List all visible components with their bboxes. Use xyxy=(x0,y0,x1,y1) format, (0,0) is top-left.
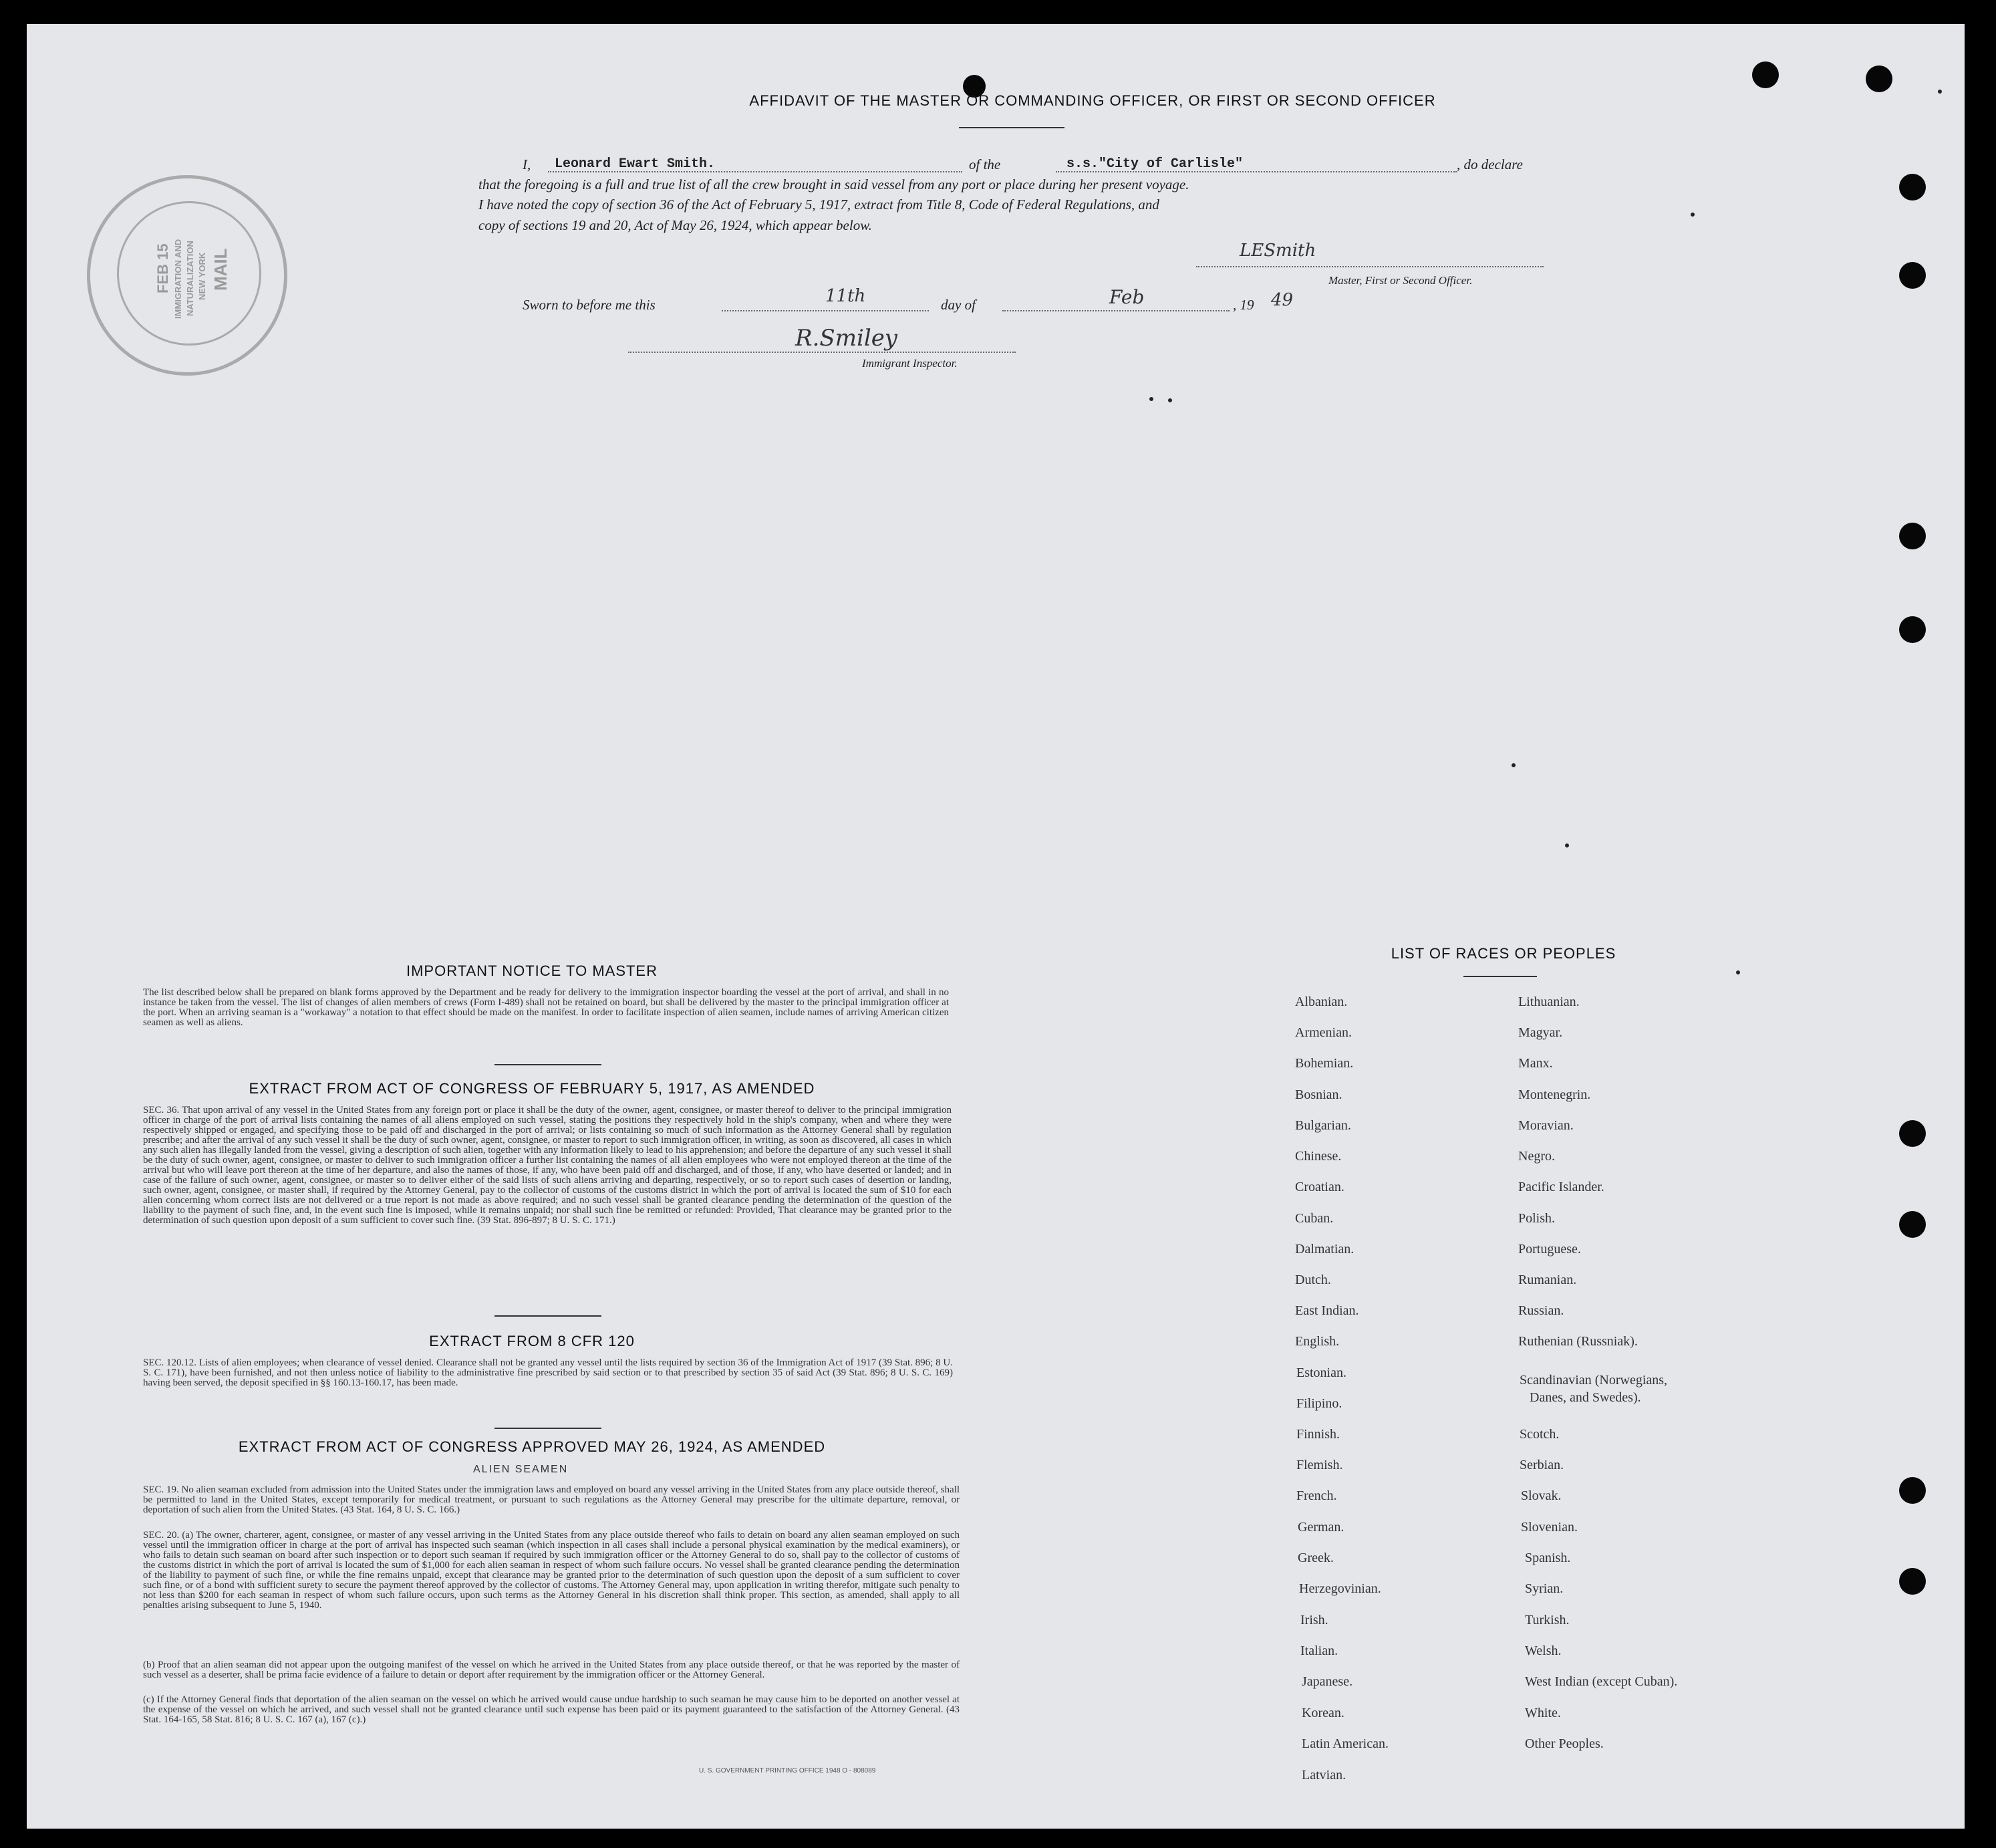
race-item: Bohemian. xyxy=(1295,1056,1354,1071)
extract-cfr-body: SEC. 120.12. Lists of alien employees; when clearance of vessel denied. Clearance shall not be granted any vessel until the lists required by section 36 of the Immigration Act of 1917 (39 Stat. 896; 8 U. S. C. 171), have been furnished, and not then unless notice of liability to the administrative fine prescribed by said section or to that prescribed by section 35 of said Act (39 Stat. 896; 8 U. S. C. 169) having been served, the deposit specified in §§ 160.13-160.17, has been made. xyxy=(143,1357,953,1388)
stamp-date: FEB 15 xyxy=(154,243,171,293)
affidavit-i-label: I, xyxy=(523,156,531,172)
punch-hole xyxy=(1899,616,1926,643)
race-item: English. xyxy=(1295,1334,1340,1349)
race-item: Greek. xyxy=(1298,1551,1334,1565)
race-item: Dutch. xyxy=(1295,1273,1331,1287)
race-item: Rumanian. xyxy=(1518,1273,1577,1287)
race-item: Flemish. xyxy=(1296,1458,1343,1472)
race-item: Manx. xyxy=(1518,1056,1553,1071)
race-item: Estonian. xyxy=(1296,1365,1346,1380)
master-signature: LESmith xyxy=(1240,241,1316,261)
race-item: Scandinavian (Norwegians, Danes, and Swedes). xyxy=(1520,1373,1668,1405)
affidavit-title: AFFIDAVIT OF THE MASTER OR COMMANDING OFFICER, OR FIRST OR SECOND OFFICER xyxy=(749,92,1436,109)
race-item: Bosnian. xyxy=(1295,1087,1342,1102)
extract-1924-title: EXTRACT FROM ACT OF CONGRESS APPROVED MAY 26, 1924, AS AMENDED xyxy=(238,1438,826,1455)
stamp-text: NEW YORK xyxy=(197,252,207,300)
race-item: Negro. xyxy=(1518,1149,1555,1164)
extract-1917-rule xyxy=(494,1315,601,1317)
race-item: Latin American. xyxy=(1302,1736,1389,1751)
race-item: Slovenian. xyxy=(1521,1520,1578,1535)
race-item: Cuban. xyxy=(1295,1211,1334,1226)
race-item: Croatian. xyxy=(1295,1180,1344,1194)
punch-hole xyxy=(1899,523,1926,549)
punch-hole xyxy=(1899,1120,1926,1147)
race-item: Dalmatian. xyxy=(1295,1242,1355,1257)
sworn-label: Sworn to before me this xyxy=(523,297,656,313)
race-item: Portuguese. xyxy=(1518,1242,1581,1257)
race-item: Montenegrin. xyxy=(1518,1087,1591,1102)
of-the-label: of the xyxy=(969,156,1001,172)
punch-hole xyxy=(1752,61,1779,88)
race-item: Spanish. xyxy=(1525,1551,1571,1565)
inspector-caption: Immigrant Inspector. xyxy=(862,357,958,370)
extract-cfr-title: EXTRACT FROM 8 CFR 120 xyxy=(429,1333,635,1349)
race-item: Pacific Islander. xyxy=(1518,1180,1604,1194)
year-prefix: , 19 xyxy=(1233,297,1254,313)
affidavit-line-3: I have noted the copy of section 36 of the Act of February 5, 1917, extract from Title 8, Code of Federal Regulations, and xyxy=(478,196,1159,213)
speck xyxy=(1736,970,1740,974)
race-item: White. xyxy=(1525,1706,1561,1720)
race-item: Turkish. xyxy=(1525,1613,1570,1627)
race-item: German. xyxy=(1298,1520,1344,1535)
punch-hole xyxy=(1899,174,1926,201)
extract-1917-title: EXTRACT FROM ACT OF CONGRESS OF FEBRUARY 5, 1917, AS AMENDED xyxy=(249,1080,815,1097)
race-item: Other Peoples. xyxy=(1525,1736,1604,1751)
name-dotted-line xyxy=(548,171,962,172)
sworn-month: Feb xyxy=(1109,286,1145,308)
races-title-underline xyxy=(1463,976,1537,977)
extract-1924-sec19: SEC. 19. No alien seaman excluded from admission into the United States under the immigration laws and employed on board any vessel arriving in the United States from any place outside thereof, shall be permitted to land in the United States, except temporarily for medical treatment, or pursuant to such regulations as the Attorney General may prescribe for the ultimate departure, removal, or deportation of such alien from the United States. (43 Stat. 164, 8 U. S. C. 166.) xyxy=(143,1484,960,1515)
extract-1924-sec20c: (c) If the Attorney General finds that deportation of the alien seaman on the vessel on which he arrived would cause undue hardship to such seaman he may cause him to be deported on another vessel at the expense of the vessel on which he arrived, and such vessel shall not be granted clearance until such expense has been paid or its payment guaranteed to the satisfaction of the Attorney General. (43 Stat. 164-165, 58 Stat. 816; 8 U. S. C. 167 (a), 167 (c).) xyxy=(143,1694,960,1725)
sworn-year: 49 xyxy=(1271,290,1294,310)
notice-rule xyxy=(494,1064,601,1065)
race-item: French. xyxy=(1296,1488,1337,1503)
sworn-day: 11th xyxy=(825,286,866,306)
race-item: Korean. xyxy=(1302,1706,1344,1720)
affidavit-line-4: copy of sections 19 and 20, Act of May 26, 1924, which appear below. xyxy=(478,217,872,233)
race-item: Moravian. xyxy=(1518,1118,1574,1133)
day-dotted-line xyxy=(722,310,929,311)
race-item: Serbian. xyxy=(1520,1458,1564,1472)
extract-1924-sec20b: (b) Proof that an alien seaman did not appear upon the outgoing manifest of the vessel on which he arrived in the United States from any place outside thereof, or that he was reported by the master of such vessel as a deserter, shall be prima facie evidence of a failure to detain or deport after requirement by the immigration officer or the Attorney General. xyxy=(143,1660,960,1680)
race-item: Polish. xyxy=(1518,1211,1556,1226)
title-underline xyxy=(959,127,1064,128)
extract-1924-sec20a: SEC. 20. (a) The owner, charterer, agent, consignee, or master of any vessel arriving in the United States from any place outside thereof who fails to detain on board any alien seaman employed on such vessel until the immigration officer in charge at the port of arrival has inspected such seaman (which inspection in all cases shall include a personal physical examination by the medical examiners), or who fails to detain such seaman on board after such inspection or to deport such seaman if required by such immigration officer or the Attorney General to do so, shall pay to the collector of customs of the customs district in which the port of arrival is located the sum of $1,000 for each alien seaman in respect of whom such failure occurs. No vessel shall be granted clearance pending the determination of the liability to payment of such fine, or while the fine remains unpaid, except that clearance may be granted prior to the determination of such question upon the deposit of a sum sufficient to cover such fine, or of a bond with sufficient surety to secure the payment thereof approved by the collector of customs. The Attorney General may, upon application in writing therefor, mitigate such penalty to not less than $200 for each seaman in respect of whom such failure occurs, upon such terms as the Attorney General in his discretion shall think proper. This section, as amended, shall apply to all penalties arising subsequent to June 5, 1940. xyxy=(143,1530,960,1611)
race-item: Herzegovinian. xyxy=(1299,1581,1381,1596)
races-title: LIST OF RACES OR PEOPLES xyxy=(1391,945,1616,962)
race-item: Syrian. xyxy=(1525,1581,1564,1596)
receipt-stamp xyxy=(87,175,287,376)
race-item: Italian. xyxy=(1300,1643,1338,1658)
stamp-mail: MAIL xyxy=(210,248,231,291)
race-item: West Indian (except Cuban). xyxy=(1525,1674,1678,1689)
stamp-text: NATURALIZATION xyxy=(185,241,195,316)
race-item: Chinese. xyxy=(1295,1149,1342,1164)
race-item: Armenian. xyxy=(1295,1025,1352,1040)
speck xyxy=(1149,397,1153,401)
race-item: Finnish. xyxy=(1296,1427,1340,1442)
race-item: Russian. xyxy=(1518,1303,1564,1318)
master-name: Leonard Ewart Smith. xyxy=(555,156,716,172)
printing-office-footer: U. S. GOVERNMENT PRINTING OFFICE 1948 O - 808089 xyxy=(699,1767,876,1774)
day-of-label: day of xyxy=(941,297,976,313)
inspector-signature-line xyxy=(628,352,1016,353)
race-item: Lithuanian. xyxy=(1518,995,1580,1009)
punch-hole xyxy=(1866,65,1892,92)
month-dotted-line xyxy=(1002,310,1230,311)
extract-cfr-rule xyxy=(494,1428,601,1429)
inspector-signature: R.Smiley xyxy=(795,325,898,352)
master-caption: Master, First or Second Officer. xyxy=(1328,274,1473,287)
stamp-text: IMMIGRATION AND xyxy=(173,239,183,319)
punch-hole xyxy=(1899,1477,1926,1504)
punch-hole xyxy=(1899,1568,1926,1595)
notice-title: IMPORTANT NOTICE TO MASTER xyxy=(406,962,658,979)
speck xyxy=(1512,763,1516,767)
race-item: Albanian. xyxy=(1295,995,1348,1009)
speck xyxy=(1565,843,1569,847)
race-item: East Indian. xyxy=(1295,1303,1359,1318)
race-item: Irish. xyxy=(1300,1613,1328,1627)
punch-hole xyxy=(1899,262,1926,289)
notice-body: The list described below shall be prepared on blank forms approved by the Department and be ready for delivery to the immigration inspector boarding the vessel at the port of arrival, and shall in no instance be taken from the vessel. The list of changes of alien members of crews (Form I-489) shall not be retained on board, but shall be delivered by the master to the principal immigration officer at the port. When an arriving seaman is a "workaway" a notation to that effect should be made on the manifest. In order to facilitate inspection of alien seamen, include names of arriving American citizen seamen as well as aliens. xyxy=(143,987,949,1028)
speck xyxy=(1691,213,1695,217)
race-item: Japanese. xyxy=(1302,1674,1353,1689)
extract-1917-body: SEC. 36. That upon arrival of any vessel in the United States from any foreign port or place it shall be the duty of the owner, agent, consignee, or master thereof to deliver to the principal immigration officer in charge of the port of arrival lists containing the names of all aliens employed on such vessel, stating the positions they respectively hold in the ship's company, when and where they were respectively shipped or engaged, and specifying those to be paid off and discharged in the port of arrival; or lists containing so much of such information as the Attorney General shall by regulation prescribe; and after the arrival of any such vessel it shall be the duty of such owner, agent, consignee, or master to report to such immigration officer, in writing, as soon as discovered, all cases in which any such alien has illegally landed from the vessel, giving a description of such alien, together with any information likely to lead to his apprehension; and before the departure of any such vessel it shall be the duty of such owner, agent, consignee, or master to deliver to such immigration officer a further list containing the names of all alien employees who were not employed thereon at the time of the arrival but who will leave port thereon at the time of her departure, and also the names of those, if any, who have been paid off and discharged, and of those, if any, who have deserted or landed; and in case of the failure of such owner, agent, consignee, or master so to deliver either of the said lists of such aliens arriving and departing, respectively, or so to report such cases of desertion or landing, such owner, agent, consignee, or master shall, if required by the Attorney General, pay to the collector of customs of the customs district in which the port of arrival is located the sum of $10 for each alien concerning whom correct lists are not delivered or a true report is not made as above required; and no such vessel shall be granted clearance pending the determination of the question of the liability to the payment of such fine, and, in the event such fine is imposed, while it remains unpaid; nor shall such fine be remitted or refunded: Provided, That clearance may be granted prior to the determination of such question upon deposit of a sum sufficient to cover such fine. (39 Stat. 896-897; 8 U. S. C. 171.) xyxy=(143,1105,952,1226)
race-item: Scotch. xyxy=(1520,1427,1560,1442)
race-item: Magyar. xyxy=(1518,1025,1563,1040)
race-item: Filipino. xyxy=(1296,1396,1342,1411)
speck xyxy=(1938,90,1942,94)
race-item: Ruthenian (Russniak). xyxy=(1518,1334,1638,1349)
alien-seamen-subtitle: ALIEN SEAMEN xyxy=(473,1464,569,1475)
race-item: Welsh. xyxy=(1525,1643,1562,1658)
do-declare-label: , do declare xyxy=(1457,156,1523,172)
vessel-name: s.s."City of Carlisle" xyxy=(1066,156,1244,172)
affidavit-line-2: that the foregoing is a full and true list of all the crew brought in said vessel from any port or place during her present voyage. xyxy=(478,176,1189,192)
race-item: Bulgarian. xyxy=(1295,1118,1351,1133)
race-item: Slovak. xyxy=(1521,1488,1562,1503)
race-item: Latvian. xyxy=(1302,1768,1346,1783)
speck xyxy=(1168,398,1172,402)
vessel-dotted-line xyxy=(1056,171,1457,172)
master-signature-line xyxy=(1196,266,1544,267)
punch-hole xyxy=(1899,1211,1926,1238)
